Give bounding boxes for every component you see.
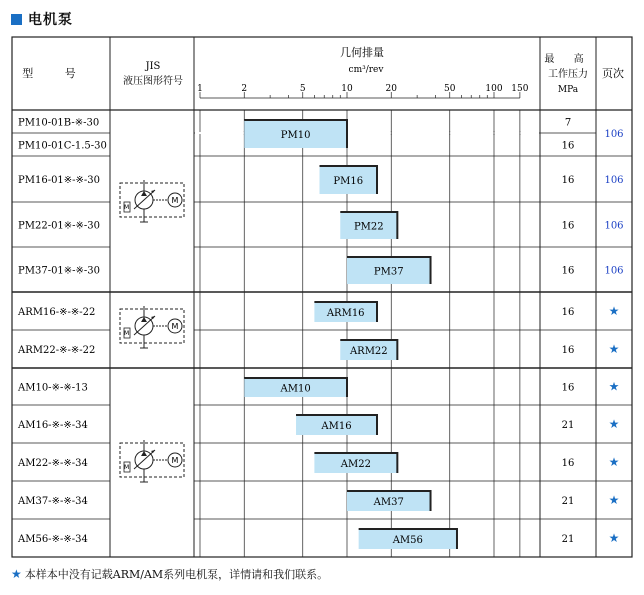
range-bar-label: PM16 <box>333 176 364 187</box>
header-pressure-3: MPa <box>557 85 579 95</box>
title-text: 电机泵 <box>28 12 73 28</box>
model-cell: AM22-※-※-34 <box>18 458 88 469</box>
model-cell: AM56-※-※-34 <box>18 534 88 545</box>
page-link[interactable]: 106 <box>604 265 624 277</box>
star-icon: ★ <box>608 379 620 394</box>
model-cell: PM22-01※-※-30 <box>18 220 101 232</box>
page-link[interactable]: 106 <box>604 175 624 186</box>
pressure-cell: 16 <box>561 265 575 277</box>
range-bar-label: AM16 <box>321 421 352 432</box>
pressure-cell: 7 <box>564 117 572 129</box>
range-bar-label: AM56 <box>392 535 423 546</box>
range-bar-label: PM37 <box>373 266 404 278</box>
page-link[interactable]: 106 <box>604 220 624 232</box>
range-bar-label: AM37 <box>373 497 404 508</box>
pressure-cell: 16 <box>561 458 575 469</box>
scale-label: 1 <box>197 84 203 94</box>
model-cell: ARM16-※-※-22 <box>18 307 96 318</box>
page-link[interactable]: 106 <box>604 129 624 140</box>
svg-text:M: M <box>124 330 130 337</box>
svg-text:M: M <box>124 464 130 471</box>
hydraulic-motor-pump-icon <box>120 306 184 348</box>
header-displacement-unit: cm³/rev <box>348 65 384 75</box>
pressure-cell: 21 <box>561 420 575 431</box>
header-pressure-1: 最 高 <box>544 54 592 65</box>
svg-text:M: M <box>171 196 179 205</box>
star-icon: ★ <box>608 417 620 431</box>
scale-label: 50 <box>444 84 456 94</box>
model-cell: PM10-01B-※-30 <box>18 117 100 129</box>
scale-label: 20 <box>385 84 397 94</box>
range-bar-label: AM22 <box>340 459 371 470</box>
star-icon: ★ <box>608 304 620 318</box>
svg-text:M: M <box>171 456 179 465</box>
scale-label: 150 <box>511 84 529 94</box>
hydraulic-motor-pump-icon <box>120 440 184 482</box>
svg-text:M: M <box>171 322 179 331</box>
model-cell: PM10-01C-1.5-30 <box>18 140 107 152</box>
scale-label: 5 <box>299 84 306 94</box>
scale-label: 10 <box>341 84 353 94</box>
star-icon: ★ <box>608 531 620 545</box>
range-bar-label: PM22 <box>353 221 384 233</box>
model-cell: PM37-01※-※-30 <box>18 265 101 277</box>
model-cell: PM16-01※-※-30 <box>18 175 101 186</box>
pressure-cell: 16 <box>561 382 575 394</box>
model-cell: ARM22-※-※-22 <box>18 345 96 356</box>
star-icon: ★ <box>608 342 620 356</box>
pressure-cell: 16 <box>561 220 575 232</box>
header-displacement: 几何排量 <box>340 46 384 59</box>
range-bar-label: AM10 <box>280 383 311 395</box>
scale-label: 100 <box>485 84 503 94</box>
range-bar-label: ARM16 <box>326 308 365 319</box>
model-cell: AM37-※-※-34 <box>18 496 88 507</box>
header-pressure-2: 工作压力 <box>548 69 588 80</box>
header-jis-symbol: 液压图形符号 <box>123 76 183 87</box>
pressure-cell: 16 <box>561 345 575 356</box>
hydraulic-motor-pump-icon <box>120 180 184 222</box>
pressure-cell: 16 <box>561 175 575 186</box>
range-bar-label: ARM22 <box>349 346 388 357</box>
model-cell: AM10-※-※-13 <box>18 382 88 394</box>
star-icon: ★ <box>608 493 620 507</box>
star-icon: ★ <box>11 567 22 581</box>
scale-label: 2 <box>241 84 248 94</box>
pressure-cell: 21 <box>561 496 575 507</box>
model-cell: AM16-※-※-34 <box>18 420 88 431</box>
svg-text:M: M <box>124 204 130 211</box>
pressure-cell: 21 <box>561 534 575 545</box>
table-border <box>12 37 632 557</box>
pressure-cell: 16 <box>561 307 575 318</box>
pressure-cell: 16 <box>561 140 575 152</box>
footnote-text: 本样本中没有记载ARM/AM系列电机泵，详情请和我们联系。 <box>24 568 329 581</box>
footnote <box>11 566 328 582</box>
range-bar-label: PM10 <box>280 130 311 141</box>
header-model: 型 号 <box>22 67 90 80</box>
header-page: 页次 <box>602 67 624 80</box>
header-jis: JIS <box>145 61 161 72</box>
star-icon: ★ <box>608 455 620 469</box>
